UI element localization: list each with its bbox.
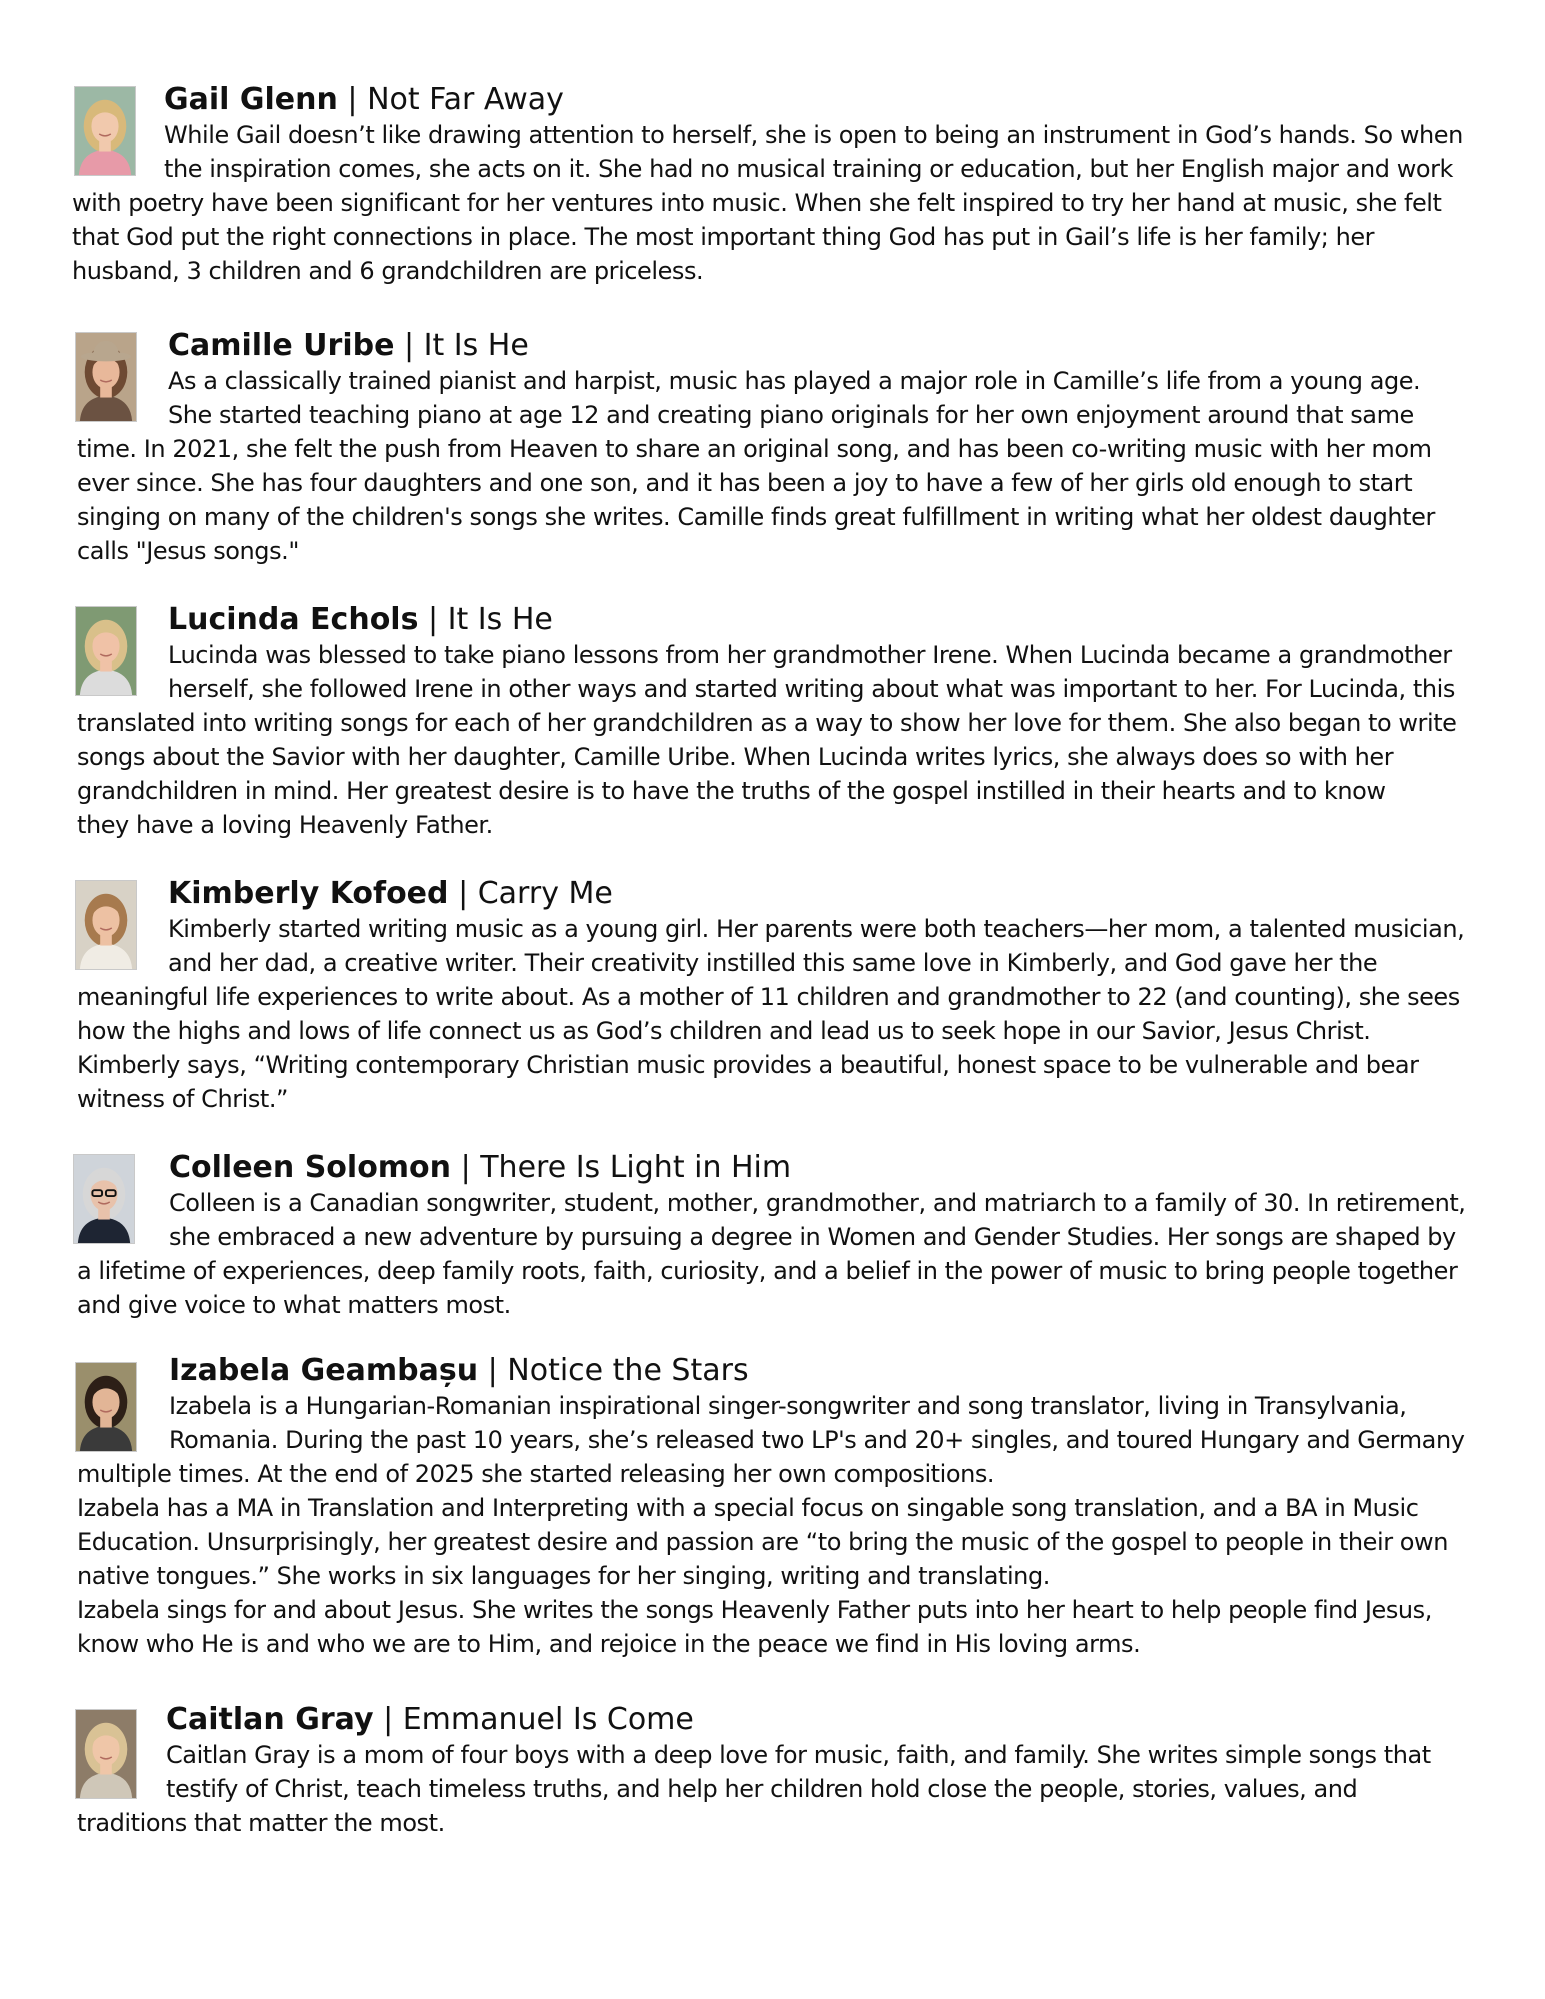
- bio-text-line: and her dad, a creative writer. Their creativity instilled this same love in Kimberly, and God gave her the: [168, 949, 1378, 977]
- header-separator: |: [347, 82, 358, 117]
- bio-text-line: a lifetime of experiences, deep family roots, faith, curiosity, and a belief in the power of music to bring people together: [77, 1257, 1458, 1285]
- bio-header: [168, 602, 553, 638]
- header-separator: |: [460, 1150, 471, 1185]
- bio-text-line: Kimberly started writing music as a young girl. Her parents were both teachers—her mom, a talented musician,: [168, 915, 1465, 943]
- bio-text-line: multiple times. At the end of 2025 she started releasing her own compositions.: [77, 1460, 995, 1488]
- bio-text-line: herself, she followed Irene in other ways and started writing about what was important to her. For Lucinda, this: [168, 675, 1455, 703]
- bio-text-line: Lucinda was blessed to take piano lessons from her grandmother Irene. When Lucinda became a grandmother: [168, 641, 1452, 669]
- bio-text-line: how the highs and lows of life connect us as God’s children and lead us to seek hope in our Savior, Jesus Christ.: [77, 1017, 1371, 1045]
- song-title: Notice the Stars: [507, 1353, 749, 1388]
- bio-text-line: that God put the right connections in place. The most important thing God has put in Gail’s life is her family; her: [72, 223, 1375, 251]
- bio-text-line: Izabela sings for and about Jesus. She writes the songs Heavenly Father puts into her heart to help people find Jesus,: [77, 1596, 1432, 1624]
- header-separator: |: [383, 1702, 394, 1737]
- bio-text-line: the inspiration comes, she acts on it. She had no musical training or education, but her English major and work: [164, 155, 1453, 183]
- bio-text-line: witness of Christ.”: [77, 1085, 289, 1113]
- bio-header: [168, 876, 613, 912]
- bio-text-line: Education. Unsurprisingly, her greatest desire and passion are “to bring the music of the gospel to people in their own: [77, 1528, 1448, 1556]
- header-separator: |: [428, 602, 439, 637]
- bio-text-line: Caitlan Gray is a mom of four boys with a deep love for music, faith, and family. She writes simple songs that: [166, 1741, 1431, 1769]
- bio-text-line: As a classically trained pianist and harpist, music has played a major role in Camille’s life from a young age.: [168, 367, 1421, 395]
- header-separator: |: [458, 876, 469, 911]
- bio-header: [169, 1150, 791, 1186]
- songwriter-name: Gail Glenn: [164, 82, 338, 117]
- portrait-photo: [73, 1154, 135, 1244]
- portrait-photo: [74, 86, 136, 176]
- bio-text-line: testify of Christ, teach timeless truths, and help her children hold close the people, stories, values, and: [166, 1775, 1358, 1803]
- bio-text-line: Romania. During the past 10 years, she’s released two LP's and 20+ singles, and toured Hungary and Germany: [169, 1426, 1465, 1454]
- song-title: It Is He: [423, 328, 529, 363]
- bio-text-line: grandchildren in mind. Her greatest desire is to have the truths of the gospel instilled in their hearts and to know: [77, 777, 1386, 805]
- songwriter-name: Izabela Geambașu: [169, 1353, 479, 1388]
- bio-text-line: She started teaching piano at age 12 and creating piano originals for her own enjoyment around that same: [168, 401, 1414, 429]
- bio-text-line: traditions that matter the most.: [77, 1809, 445, 1837]
- songwriter-name: Kimberly Kofoed: [168, 876, 449, 911]
- song-title: Carry Me: [477, 876, 613, 911]
- bio-text-line: and give voice to what matters most.: [77, 1291, 511, 1319]
- songwriter-name: Caitlan Gray: [166, 1702, 374, 1737]
- portrait-photo: [75, 606, 137, 696]
- bio-text-line: husband, 3 children and 6 grandchildren are priceless.: [72, 257, 704, 285]
- song-title: It Is He: [447, 602, 553, 637]
- bio-text-line: native tongues.” She works in six languages for her singing, writing and translating.: [77, 1562, 1050, 1590]
- bio-text-line: they have a loving Heavenly Father.: [77, 811, 493, 839]
- bio-text-line: While Gail doesn’t like drawing attention to herself, she is open to being an instrument in God’s hands. So when: [164, 121, 1463, 149]
- bio-text-line: songs about the Savior with her daughter, Camille Uribe. When Lucinda writes lyrics, she always does so with her: [77, 743, 1394, 771]
- bio-text-line: singing on many of the children's songs she writes. Camille finds great fulfillment in writing what her oldest daughter: [77, 503, 1435, 531]
- bio-text-line: Colleen is a Canadian songwriter, student, mother, grandmother, and matriarch to a family of 30. In retirement,: [169, 1189, 1466, 1217]
- header-separator: |: [487, 1353, 498, 1388]
- portrait-photo: [75, 1362, 137, 1452]
- song-title: Emmanuel Is Come: [402, 1702, 694, 1737]
- portrait-photo: [75, 1709, 137, 1799]
- bio-header: [166, 1702, 694, 1738]
- bio-text-line: meaningful life experiences to write about. As a mother of 11 children and grandmother to 22 (and counting), she sees: [77, 983, 1460, 1011]
- bio-text-line: calls "Jesus songs.": [77, 537, 299, 565]
- songwriter-name: Camille Uribe: [168, 328, 395, 363]
- header-separator: |: [403, 328, 415, 363]
- bio-header: [168, 328, 529, 364]
- bio-text-line: translated into writing songs for each of her grandchildren as a way to show her love for them. She also began to write: [77, 709, 1457, 737]
- bio-text-line: with poetry have been significant for her ventures into music. When she felt inspired to try her hand at music, she felt: [72, 189, 1442, 217]
- bio-text-line: Izabela has a MA in Translation and Interpreting with a special focus on singable song translation, and a BA in Music: [77, 1494, 1419, 1522]
- bio-text-line: Kimberly says, “Writing contemporary Christian music provides a beautiful, honest space to be vulnerable and bear: [77, 1051, 1419, 1079]
- song-title: There Is Light in Him: [480, 1150, 792, 1185]
- songwriter-name: Colleen Solomon: [169, 1150, 452, 1185]
- bio-text-line: Izabela is a Hungarian-Romanian inspirational singer-songwriter and song translator, living in Transylvania,: [169, 1392, 1407, 1420]
- bio-text-line: time. In 2021, she felt the push from Heaven to share an original song, and has been co-writing music with her mom: [77, 435, 1432, 463]
- bio-text-line: know who He is and who we are to Him, and rejoice in the peace we find in His loving arms.: [77, 1630, 1141, 1658]
- bio-header: [169, 1353, 749, 1389]
- bio-text-line: she embraced a new adventure by pursuing a degree in Women and Gender Studies. Her songs are shaped by: [169, 1223, 1456, 1251]
- songwriter-name: Lucinda Echols: [168, 602, 419, 637]
- portrait-photo: [75, 880, 137, 970]
- bio-text-line: ever since. She has four daughters and one son, and it has been a joy to have a few of her girls old enough to start: [77, 469, 1413, 497]
- portrait-photo: [75, 332, 137, 422]
- song-title: Not Far Away: [367, 82, 564, 117]
- bio-header: [164, 82, 564, 118]
